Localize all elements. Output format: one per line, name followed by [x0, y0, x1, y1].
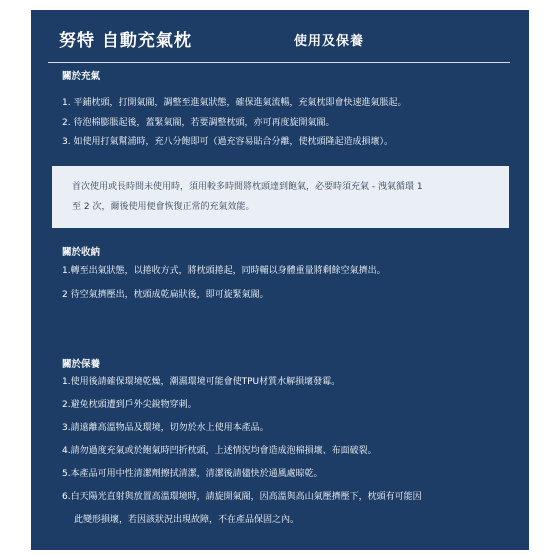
header-divider: [48, 62, 510, 63]
care-heading: 關於保養: [62, 359, 101, 370]
note-line: 首次使用或長時間未使用時，須用較多時間將枕頭達到飽氣，必要時須充氣 - 洩氣循環 1: [72, 182, 423, 192]
care-item: 4.請勿過度充氣或於飽氣時凹折枕頭，上述情況均會造成泡棉損壞、布面破裂。: [62, 446, 377, 456]
care-item: 6.白天陽光直射與放置高溫環境時，請旋開氣閥，因高溫與高山氣壓擠壓下，枕頭有可能因: [62, 492, 422, 502]
care-item: 3.請遠離高溫物品及環境，切勿於水上使用本產品。: [62, 423, 269, 433]
care-item: 5.本產品可用中性清潔劑擦拭清潔，清潔後請儘快於通風處晾乾。: [62, 469, 323, 479]
brand-title: 努特 自動充氣枕: [59, 31, 192, 51]
care-item: 2.避免枕頭遭到戶外尖銳物穿刺。: [62, 400, 197, 410]
note-line: 至 2 次，爾後使用便會恢復正常的充氣效能。: [72, 202, 255, 212]
storage-item: 2 待空氣擠壓出，枕頭成乾扁狀後，即可旋緊氣閥。: [62, 290, 269, 300]
care-instructions-panel: [31, 10, 529, 550]
storage-item: 1.轉至出氣狀態，以捲收方式，將枕頭捲起，同時輔以身體重量將剩餘空氣擠出。: [62, 266, 386, 276]
header: [31, 10, 529, 62]
inflation-heading: 關於充氣: [62, 71, 101, 82]
inflation-item: 3. 如使用打氣幫浦時，充八分飽即可（過充容易貼合分離，使枕頭隆起造成損壞）。: [62, 137, 393, 147]
storage-heading: 關於收納: [62, 247, 101, 258]
care-item: 1.使用後請確保環境乾燥，潮濕環境可能會使TPU材質水解損壞發霉。: [62, 377, 341, 387]
first-use-note: [52, 166, 509, 228]
inflation-item: 1. 平鋪枕頭，打開氣閥，調整至進氣狀態，確保進氣流暢，充氣枕即會快速進氣脹起。: [62, 98, 407, 108]
section-title: 使用及保養: [294, 34, 365, 49]
inflation-item: 2. 待泡棉膨脹起後，蓋緊氣閥，若要調整枕頭，亦可再度旋開氣閥。: [62, 118, 335, 128]
care-item-continuation: 此變形損壞，若因該狀況出現故障，不在產品保固之內。: [74, 515, 300, 525]
